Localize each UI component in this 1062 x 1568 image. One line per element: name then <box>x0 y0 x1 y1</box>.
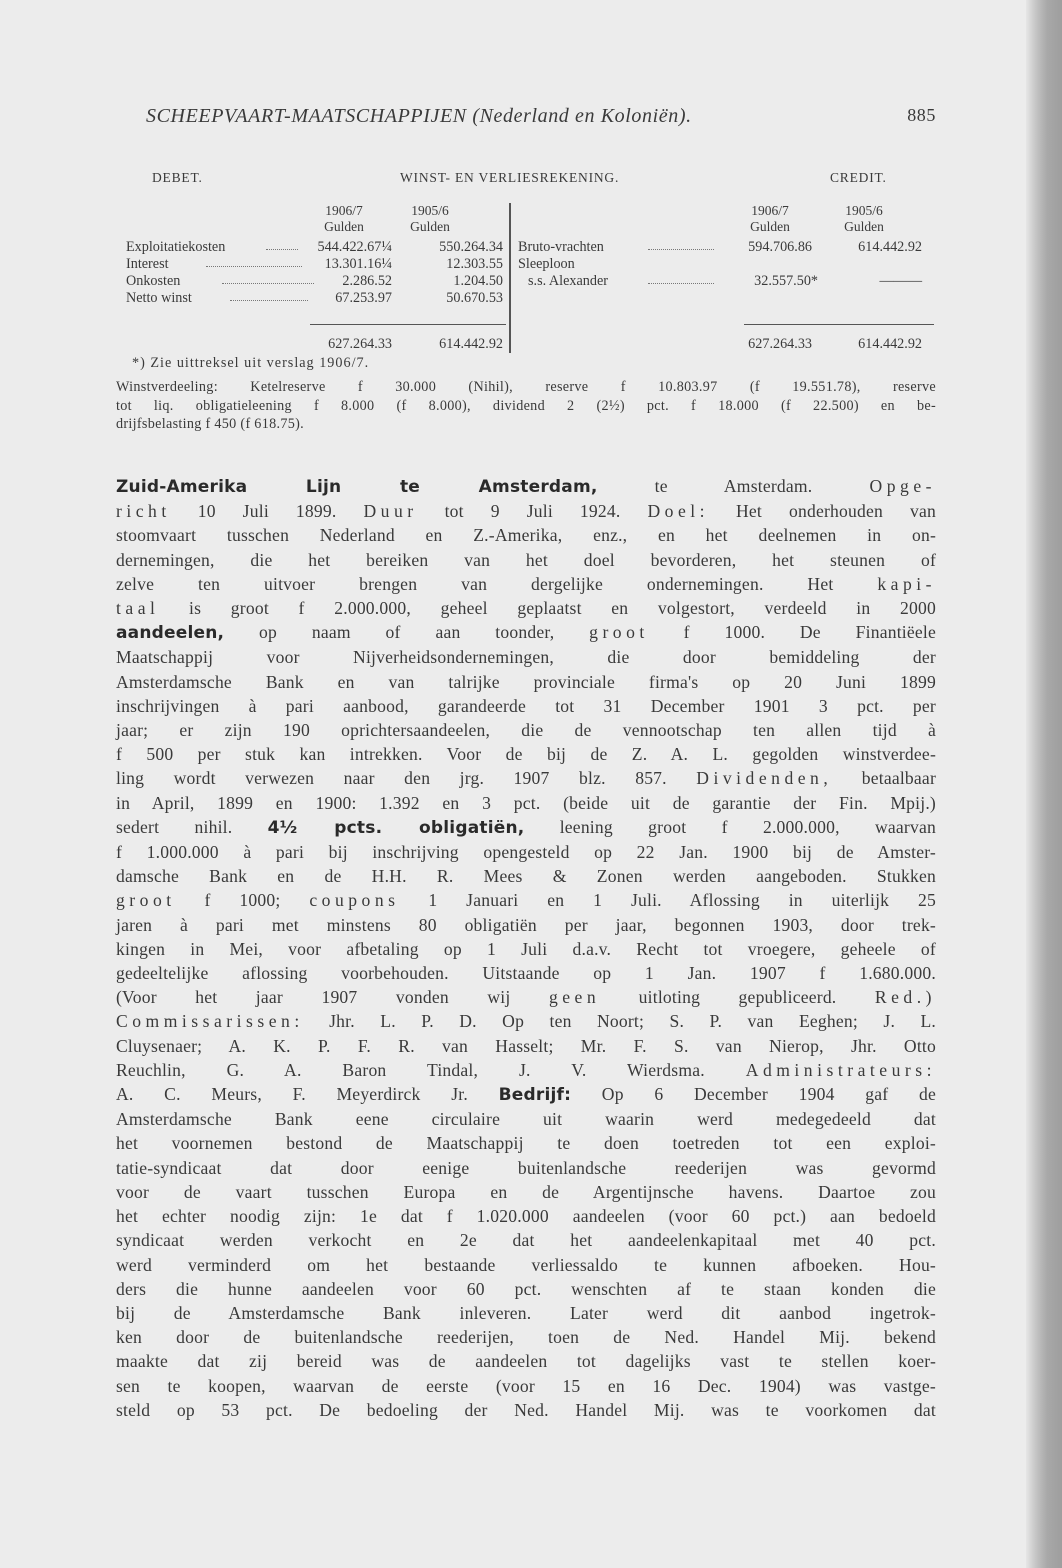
text-run: inschrijvingen à pari aanbood, garandeerde tot 31 December 1901 3 pct. per <box>116 695 936 716</box>
text-run: (Voor het jaar 1907 vonden wij <box>116 987 549 1008</box>
entry-line <box>116 1082 936 1107</box>
debet-col1-header: 1906/7 Gulden <box>324 203 364 234</box>
entry-line <box>116 766 936 790</box>
text-run: het echter noodig zijn: 1e dat f 1.020.000 aandeelen (voor 60 pct.) aan bedoeld <box>116 1206 936 1227</box>
entry-line <box>116 1156 936 1180</box>
text-run: werd verminderd om het bestaande verliessaldo te kunnen afboeken. Hou- <box>116 1254 936 1275</box>
entry-line <box>116 548 936 572</box>
entry-line <box>116 1180 936 1204</box>
entry-line <box>116 474 936 499</box>
text-run: betaalbaar <box>832 768 936 789</box>
entry-line <box>116 523 936 547</box>
text-run: is groot f 2.000.000, geheel geplaatst en volgestort, verdeeld in 2000 <box>159 598 936 619</box>
entry-line <box>116 1009 936 1033</box>
winst-line: Winstverdeeling: Ketelreserve f 30.000 (Nihil), reserve f 10.803.97 (f 19.551.78), reserve <box>116 379 936 395</box>
entry-line <box>116 1325 936 1349</box>
entry-line <box>116 815 936 840</box>
text-run: damsche Bank en de H.H. R. Mees & Zonen werden aangeboden. Stukken <box>116 866 936 887</box>
text-run: tot 9 Juli 1924. <box>417 501 648 522</box>
text-run: bij de Amsterdamsche Bank inleveren. Later werd dit aanbod ingetrok- <box>116 1302 936 1323</box>
text-run: ders die hunne aandeelen voor 60 pct. wenschten af te staan konden die <box>116 1278 936 1299</box>
entry-line <box>116 791 936 815</box>
entry-line <box>116 1398 936 1422</box>
bold-heading: aandeelen, <box>116 623 225 644</box>
entry-line <box>116 864 936 888</box>
text-run: Amsterdamsche Bank eene circulaire uit waarin werd medegedeeld dat <box>116 1109 936 1130</box>
spaced-keyword: richt <box>116 501 171 522</box>
profit-loss-table: 1906/7 Gulden 1905/6 Gulden 1906/7 Gulden 1905/6 Gulden Exploitatiekosten 544.422.67¼ 550.264.34 Interest 13.301.16¼ 12.303.55 Onkosten 2.286.52 1.204.50 Netto winst 67.253.97 50.670.53 627.264.33 614.442.92 Bruto-vrachten 594.706.86 614.442.92 Sleeploon s.s. Alexander 32.557.50* ——— 627.264.33 614.442.92 <box>126 203 936 368</box>
spaced-keyword: Opge- <box>869 476 936 496</box>
spaced-keyword: Duur <box>363 501 418 522</box>
credit-label: CREDIT. <box>830 170 887 185</box>
text-run: Het onderhouden van <box>709 501 936 522</box>
text-run: op naam of aan toonder, <box>224 622 590 643</box>
winst-line: drijfsbelasting f 450 (f 618.75). <box>116 416 304 432</box>
entry-line <box>116 620 936 645</box>
entry-line <box>116 742 936 766</box>
spaced-keyword: Administrateurs: <box>745 1059 936 1080</box>
entry-line <box>116 937 936 961</box>
entry-line <box>116 985 936 1009</box>
entry-line <box>116 645 936 669</box>
entry-line <box>116 913 936 937</box>
entry-line <box>116 888 936 912</box>
text-run: leening groot f 2.000.000, waarvan <box>524 816 936 837</box>
footnote: *) Zie uittreksel uit verslag 1906/7. <box>132 355 370 371</box>
entry-line <box>116 1253 936 1277</box>
debet-col2-header: 1905/6 Gulden <box>410 203 450 234</box>
spaced-keyword: taal <box>116 598 160 619</box>
page-number: 885 <box>907 105 936 125</box>
entry-line <box>116 572 936 596</box>
text-run: ken door de buitenlandsche reederijen, toen de Ned. Handel Mij. bekend <box>116 1327 936 1348</box>
bold-heading: Bedrijf: <box>498 1085 572 1106</box>
entry-line <box>116 718 936 742</box>
spaced-keyword: Red.) <box>874 987 936 1008</box>
entry-line <box>116 961 936 985</box>
running-head <box>146 105 936 128</box>
entry-line <box>116 1107 936 1131</box>
entry-line <box>116 1131 936 1155</box>
text-run: jaar; er zijn 190 oprichtersaandeelen, die de vennootschap ten allen tijd à <box>116 720 936 741</box>
text-run: Reuchlin, G. A. Baron Tindal, J. V. Wierdsma. <box>116 1059 746 1080</box>
text-run: voor de vaart tusschen Europa en de Argentijnsche havens. Daartoe zou <box>116 1181 936 1202</box>
text-run: tatie-syndicaat dat door eenige buitenlandsche reederijen was gevormd <box>116 1157 936 1178</box>
entry-line <box>116 694 936 718</box>
entry-line <box>116 1204 936 1228</box>
text-run: zelve ten uitvoer brengen van dergelijke ondernemingen. Het <box>116 573 878 594</box>
spaced-keyword: groot <box>589 622 649 643</box>
text-run: sen te koopen, waarvan de eerste (voor 15 en 16 Dec. 1904) was vastge- <box>116 1375 936 1396</box>
entry-line <box>116 1058 936 1082</box>
running-head-title: SCHEEPVAART-MAATSCHAPPIJEN (Nederland en Koloniën). <box>146 105 692 127</box>
entry-line <box>116 499 936 523</box>
entry-line <box>116 1301 936 1325</box>
entry-line <box>116 1228 936 1252</box>
text-run: A. C. Meurs, F. Meyerdirck Jr. <box>116 1084 499 1105</box>
text-run: het voornemen bestond de Maatschappij te doen toetreden tot een exploi- <box>116 1133 936 1154</box>
spaced-keyword: Dividenden, <box>696 768 833 789</box>
text-run: in April, 1899 en 1900: 1.392 en 3 pct. (beide uit de garantie der Fin. Mpij.) <box>116 792 936 813</box>
text-run: 10 Juli 1899. <box>170 501 364 522</box>
text-run: Jhr. L. P. D. Op ten Noort; S. P. van Eeghen; J. L. <box>303 1011 936 1032</box>
spaced-keyword: Commissarissen: <box>116 1011 304 1032</box>
text-run: f 1000. De Finantiëele <box>648 622 936 643</box>
entry-line <box>116 1277 936 1301</box>
page-edge-shadow <box>1026 0 1062 1568</box>
entry-line <box>116 670 936 694</box>
text-run: ling wordt verwezen naar den jrg. 1907 blz. 857. <box>116 768 697 789</box>
winst-line: tot liq. obligatieleening f 8.000 (f 8.000), dividend 2 (2½) pct. f 18.000 (f 22.500) en be- <box>116 397 936 414</box>
text-run: gedeeltelijke aflossing voorbehouden. Uitstaande op 1 Jan. 1907 f 1.680.000. <box>116 963 936 984</box>
entry-line <box>116 596 936 620</box>
entry-line <box>116 840 936 864</box>
winstverdeeling <box>116 378 936 434</box>
text-run: Maatschappij voor Nijverheidsondernemingen, die door bemiddeling der <box>116 647 936 668</box>
entry-line <box>116 1374 936 1398</box>
text-run: f 1.000.000 à pari bij inschrijving opengesteld op 22 Jan. 1900 bij de Amster- <box>116 842 936 863</box>
text-run: 1 Januari en 1 Juli. Aflossing in uiterlijk 25 <box>399 890 937 911</box>
text-run: Cluysenaer; A. K. P. F. R. van Hasselt; Mr. F. S. van Nierop, Jhr. Otto <box>116 1035 936 1056</box>
text-run: f 500 per stuk kan intrekken. Voor de bij de Z. A. L. gegolden winstverdee- <box>116 744 936 765</box>
spaced-keyword: kapi- <box>877 573 936 594</box>
text-run: te Amsterdam. <box>597 476 870 496</box>
entry-line <box>116 1034 936 1058</box>
spaced-keyword: groot <box>116 890 176 911</box>
bold-heading: 4½ pcts. obligatiën, <box>267 817 525 838</box>
text-run: f 1000; <box>175 890 310 911</box>
text-run: Op 6 December 1904 gaf de <box>571 1084 936 1105</box>
text-run: steld op 53 pct. De bedoeling der Ned. Handel Mij. was te voorkomen dat <box>116 1399 936 1420</box>
text-run: sedert nihil. <box>116 816 268 837</box>
text-run: dernemingen, die het bereiken van het doel bevorderen, het steunen of <box>116 549 936 570</box>
text-run: Amsterdamsche Bank en van talrijke provinciale firma's op 20 Juni 1899 <box>116 671 936 692</box>
text-run: maakte dat zij bereid was de aandeelen tot dagelijks vast te stellen koer- <box>116 1351 936 1372</box>
company-entry <box>116 474 936 1422</box>
credit-total-rule <box>744 324 934 325</box>
text-run: kingen in Mei, voor afbetaling op 1 Juli d.a.v. Recht tot vroegere, geheele of <box>116 938 936 959</box>
debet-label: DEBET. <box>152 170 203 185</box>
text-run: stoomvaart tusschen Nederland en Z.-Amerika, enz., en het deelnemen in on- <box>116 525 936 546</box>
spaced-keyword: coupons <box>309 890 400 911</box>
text-run: syndicaat werden verkocht en 2e dat het aandeelenkapitaal met 40 pct. <box>116 1230 936 1251</box>
spaced-keyword: Doel: <box>647 501 710 522</box>
text-run: uitloting gepubliceerd. <box>600 987 875 1008</box>
text-run: jaren à pari met minstens 80 obligatiën per jaar, begonnen 1903, door trek- <box>116 914 936 935</box>
spaced-keyword: geen <box>548 987 601 1008</box>
debet-total-rule <box>310 324 506 325</box>
entry-line <box>116 1349 936 1373</box>
credit-col1-header: 1906/7 Gulden <box>750 203 790 234</box>
bold-heading: Zuid-Amerika Lijn te Amsterdam, <box>116 477 598 497</box>
account-title: WINST- EN VERLIESREKENING. <box>400 170 620 185</box>
column-divider <box>509 203 511 353</box>
credit-col2-header: 1905/6 Gulden <box>844 203 884 234</box>
